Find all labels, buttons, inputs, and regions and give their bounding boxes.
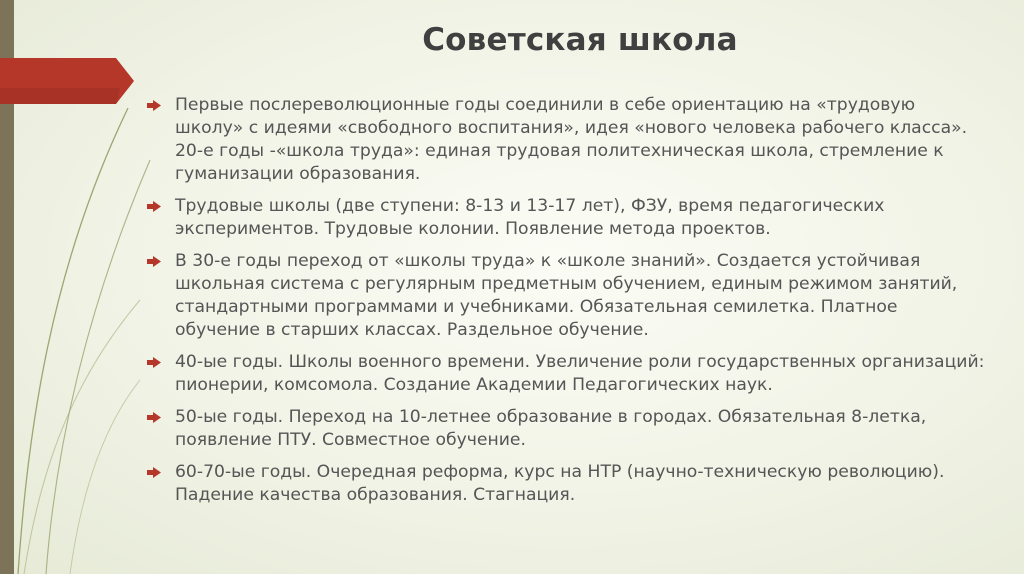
- list-item: [146, 406, 986, 452]
- list-item: [146, 195, 986, 241]
- arrow-bullet-icon: [147, 412, 161, 423]
- arrow-bullet-icon: [147, 201, 161, 212]
- arrow-bullet-icon: [147, 467, 161, 478]
- slide-title: Советская школа: [422, 22, 738, 58]
- bullet-text: 50-ые годы. Переход на 10-летнее образование в городах. Обязательная 8-летка, появление ПТУ. Совместное обучение.: [175, 407, 927, 450]
- bullet-text: 40-ые годы. Школы военного времени. Увеличение роли государственных организаций: пионерии, комсомола. Создание Академии Педагогических наук.: [175, 352, 985, 395]
- arrow-bullet-icon: [147, 100, 161, 111]
- bullet-text: Трудовые школы (две ступени: 8-13 и 13-17 лет), ФЗУ, время педагогических экспериментов. Трудовые колонии. Появление метода проектов.: [175, 196, 885, 239]
- bullet-list: [146, 94, 986, 516]
- bullet-text: Первые послереволюционные годы соединили в себе ориентацию на «трудовую школу» с идеями «свободного воспитания», идея «нового человека рабочего класса». 20-е годы -«школа труда»: единая трудовая политехническая школа, стремление к гуманизации образования.: [175, 95, 968, 184]
- list-item: [146, 94, 986, 186]
- list-item: [146, 351, 986, 397]
- arrow-bullet-icon: [147, 357, 161, 368]
- list-item: [146, 461, 986, 507]
- arrow-bullet-icon: [147, 256, 161, 267]
- bullet-text: В 30-е годы переход от «школы труда» к «школе знаний». Создается устойчивая школьная система с регулярным предметным обучением, единым режимом занятий, стандартными программами и учебниками. Обязательная семилетка. Платное обучение в старших классах. Раздельное обучение.: [175, 251, 958, 340]
- accent-arrow-tab: [0, 58, 134, 104]
- list-item: [146, 250, 986, 342]
- bullet-text: 60-70-ые годы. Очередная реформа, курс на НТР (научно-техническую революцию). Падение качества образования. Стагнация.: [175, 462, 945, 505]
